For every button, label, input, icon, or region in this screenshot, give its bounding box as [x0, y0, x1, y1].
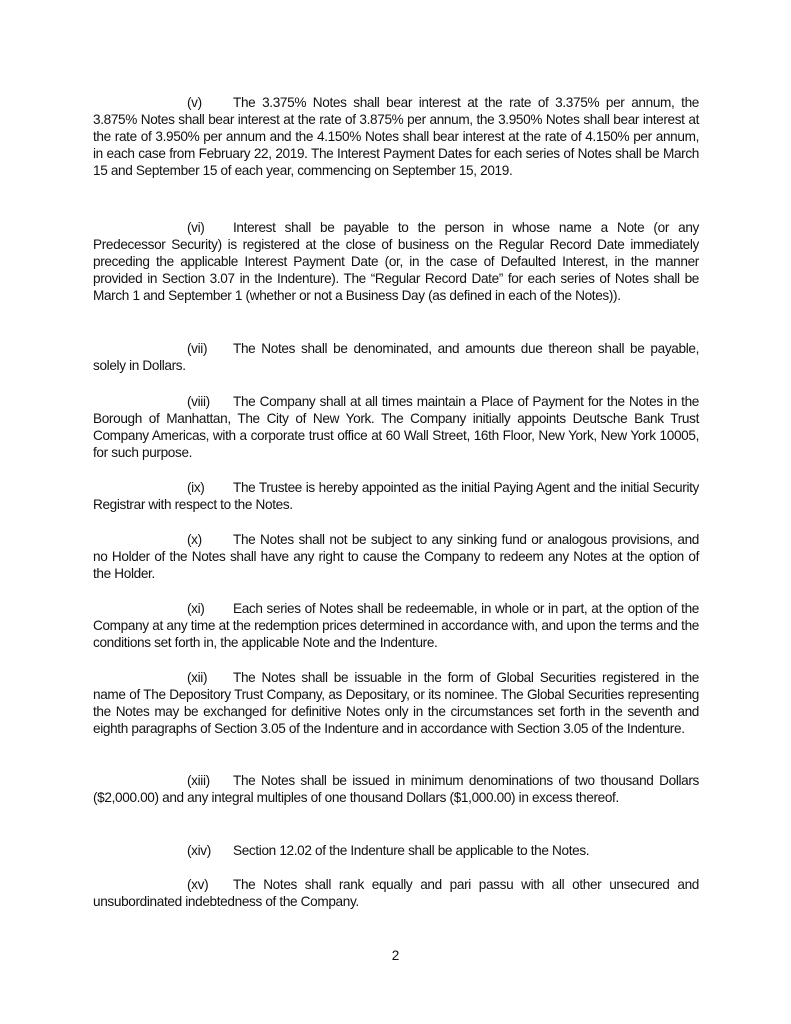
paragraph-number: (xiv) [187, 843, 211, 858]
paragraph-number: (v) [187, 95, 202, 110]
paragraph-text: The Trustee is hereby appointed as the initial Paying Agent and the initial Security Registrar with respect to the Notes. [93, 480, 699, 512]
paragraph-xiv [93, 842, 699, 859]
paragraph-text: Interest shall be payable to the person in whose name a Note (or any Predecessor Security) is registered at the close of business on the Regular Record Date immediately preceding the applicable Interest Payment Date (or, in the case of Defaulted Interest, in the manner provided in Section 3.07 in the Indenture). The “Regular Record Date” for each series of Notes shall be March 1 and September 1 (whether or not a Business Day (as defined in each of the Notes)). [93, 220, 699, 303]
paragraph-text: The Notes shall be issued in minimum denominations of two thousand Dollars ($2,000.00) and any integral multiples of one thousand Dollars ($1,000.00) in excess thereof. [93, 773, 699, 805]
paragraph-text: The 3.375% Notes shall bear interest at the rate of 3.375% per annum, the 3.875% Notes shall bear interest at the rate of 3.875% per annum, the 3.950% Notes shall bear interest at the rate of 3.950% per annum and the 4.150% Notes shall bear interest at the rate of 4.150% per annum, in each case from February 22, 2019. The Interest Payment Dates for each series of Notes shall be March 15 and September 15 of each year, commencing on September 15, 2019. [93, 95, 699, 178]
paragraph-text: The Notes shall be denominated, and amounts due thereon shall be payable, solely in Dollars. [93, 341, 699, 373]
paragraph-number: (ix) [187, 480, 205, 495]
paragraph-text: The Notes shall be issuable in the form of Global Securities registered in the name of The Depository Trust Company, as Depositary, or its nominee. The Global Securities representing the Notes may be exchanged for definitive Notes only in the circumstances set forth in the seventh and eighth paragraphs of Section 3.05 of the Indenture and in accordance with Section 3.05 of the Indenture. [93, 670, 699, 736]
paragraph-number: (viii) [187, 394, 210, 409]
paragraph-number: (xi) [187, 601, 205, 616]
paragraph-xii [93, 669, 699, 737]
paragraph-number: (xii) [187, 670, 208, 685]
paragraph-vi [93, 219, 699, 304]
paragraph-vii [93, 340, 699, 374]
paragraph-xv [93, 876, 699, 910]
page-number: 2 [391, 948, 400, 963]
paragraph-text: The Notes shall rank equally and pari passu with all other unsecured and unsubordinated indebtedness of the Company. [93, 877, 699, 909]
paragraph-viii [93, 393, 699, 461]
paragraph-text: The Notes shall not be subject to any sinking fund or analogous provisions, and no Holder of the Notes shall have any right to cause the Company to redeem any Notes at the option of the Holder. [93, 532, 699, 581]
paragraph-text: The Company shall at all times maintain a Place of Payment for the Notes in the Borough of Manhattan, The City of New York. The Company initially appoints Deutsche Bank Trust Company Americas, with a corporate trust office at 60 Wall Street, 16th Floor, New York, New York 10005, for such purpose. [93, 394, 699, 460]
paragraph-x [93, 531, 699, 582]
paragraph-number: (xv) [187, 877, 209, 892]
paragraph-v [93, 94, 699, 179]
paragraph-text: Each series of Notes shall be redeemable, in whole or in part, at the option of the Company at any time at the redemption prices determined in accordance with, and upon the terms and the conditions set forth in, the applicable Note and the Indenture. [93, 601, 699, 650]
paragraph-xi [93, 600, 699, 651]
paragraph-number: (vii) [187, 341, 208, 356]
paragraph-text: Section 12.02 of the Indenture shall be applicable to the Notes. [233, 843, 590, 858]
paragraph-xiii [93, 772, 699, 806]
paragraph-number: (vi) [187, 220, 205, 235]
paragraph-ix [93, 479, 699, 513]
paragraph-number: (x) [187, 532, 202, 547]
paragraph-number: (xiii) [187, 773, 210, 788]
